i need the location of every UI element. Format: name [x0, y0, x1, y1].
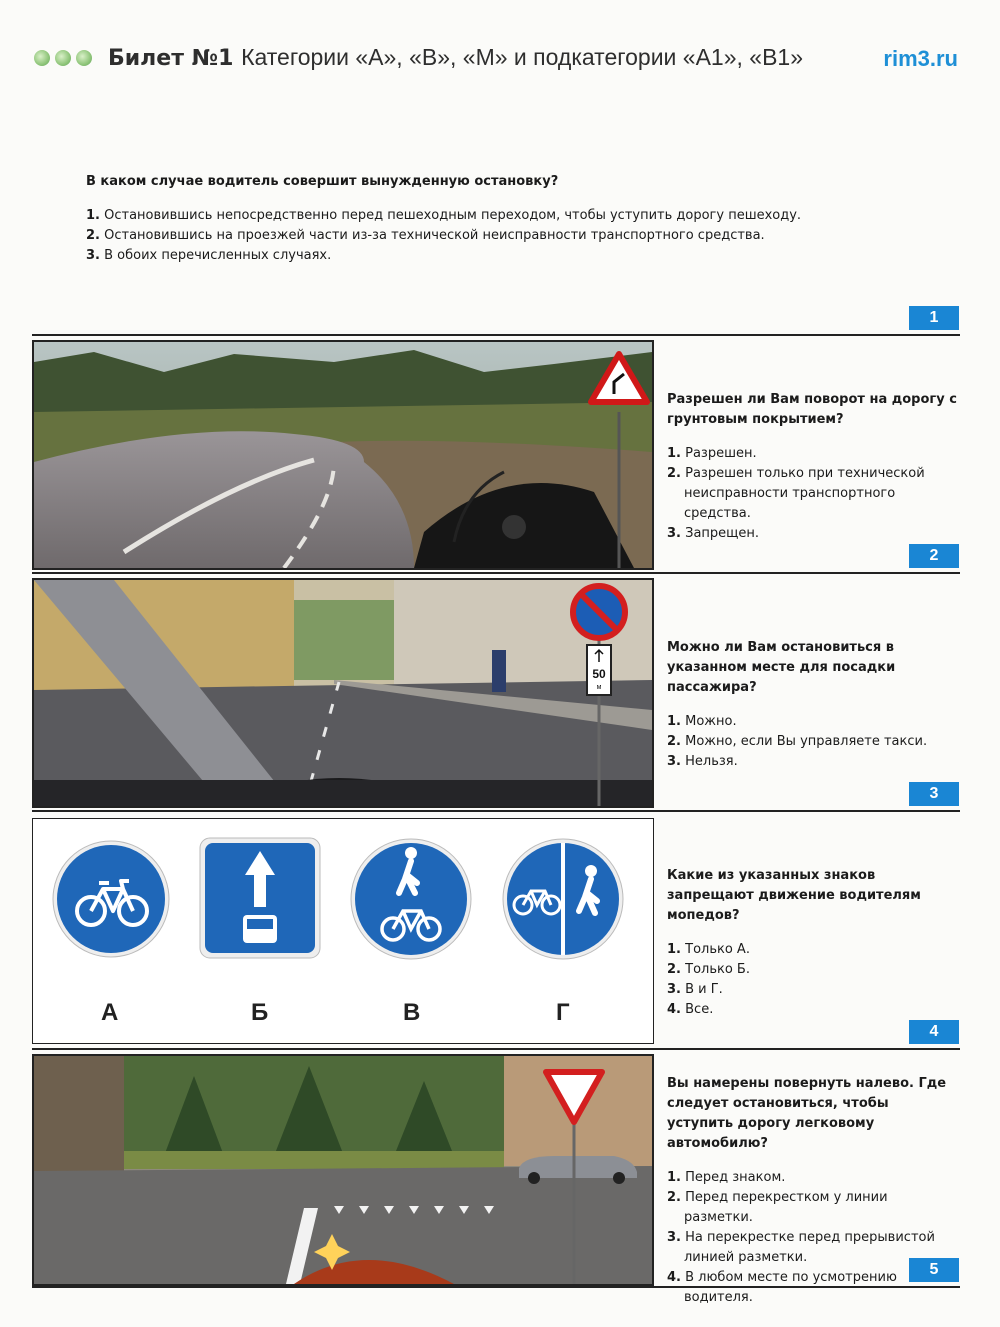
question-text: Можно ли Вам остановиться в указанном месте для посадки пассажира? [667, 640, 896, 695]
answer-option[interactable]: 2. Только Б. [667, 962, 750, 977]
divider [32, 334, 960, 336]
decor-dot [55, 50, 71, 66]
divider [32, 572, 960, 574]
road-photo-3 [32, 578, 654, 808]
answer-option[interactable]: 4. Все. [667, 1002, 714, 1017]
pedestrian-bicycle-sign-icon [349, 837, 473, 961]
answer-list [667, 712, 962, 772]
street-scene-illustration [34, 580, 652, 806]
answer-option[interactable]: 1. Можно. [667, 714, 737, 729]
question-number-badge: 1 [909, 306, 959, 330]
question-3 [667, 638, 962, 772]
sign-letter-g: Г [556, 999, 570, 1026]
ticket-title: Билет №1 [108, 46, 234, 71]
sign-letter-b: Б [251, 999, 269, 1026]
question-text: Вы намерены повернуть налево. Где следует остановиться, чтобы уступить дорогу легковому автомобилю? [667, 1076, 947, 1151]
sign-distance-value: 50 [592, 667, 606, 681]
question-number-badge: 5 [909, 1258, 959, 1282]
bus-lane-sign-icon [199, 837, 321, 959]
answer-option[interactable]: 1. Перед знаком. [667, 1170, 786, 1185]
answer-option[interactable]: 3. На перекрестке перед прерывистой линией разметки. [667, 1230, 935, 1265]
answer-option[interactable]: 3. Запрещен. [667, 526, 760, 541]
header-dots [34, 50, 92, 66]
answer-option[interactable]: 1. Только А. [667, 942, 750, 957]
road-photo-5 [32, 1054, 654, 1286]
answer-option[interactable]: 2. Можно, если Вы управляете такси. [667, 734, 928, 749]
answer-option[interactable]: 1. Остановившись непосредственно перед пешеходным переходом, чтобы уступить дорогу пешеходу. [86, 208, 802, 223]
road-photo-2 [32, 340, 654, 570]
answer-list [86, 206, 946, 266]
sign-letter-v: В [403, 999, 421, 1026]
answer-option[interactable]: 2. Остановившись на проезжей части из-за технической неисправности транспортного средства. [86, 228, 765, 243]
page-title [108, 44, 803, 71]
separated-path-sign-icon [501, 837, 625, 961]
divider [32, 810, 960, 812]
sign-distance-unit: м [596, 684, 602, 691]
question-number-badge: 3 [909, 782, 959, 806]
question-text: Какие из указанных знаков запрещают движение водителям мопедов? [667, 868, 921, 923]
decor-dot [76, 50, 92, 66]
question-1 [86, 172, 946, 266]
answer-option[interactable]: 4. В любом месте по усмотрению водителя. [667, 1270, 897, 1305]
sign-letter-a: А [101, 999, 119, 1026]
answer-option[interactable]: 1. Разрешен. [667, 446, 757, 461]
question-number-badge: 2 [909, 544, 959, 568]
question-number-badge: 4 [909, 1020, 959, 1044]
answer-option[interactable]: 2. Разрешен только при технической неисправности транспортного средства. [667, 466, 925, 521]
brand-link[interactable]: rim3.ru [883, 46, 958, 71]
divider [32, 1286, 960, 1288]
answer-list [667, 940, 957, 1020]
decor-dot [34, 50, 50, 66]
signs-panel [32, 818, 654, 1044]
ticket-categories: Категории «А», «В», «М» и подкатегории «А1», «В1» [241, 44, 804, 70]
question-text: В каком случае водитель совершит вынужденную остановку? [86, 174, 559, 189]
question-text: Разрешен ли Вам поворот на дорогу с грунтовым покрытием? [667, 392, 957, 427]
answer-option[interactable]: 3. Нельзя. [667, 754, 738, 769]
answer-option[interactable]: 2. Перед перекрестком у линии разметки. [667, 1190, 888, 1225]
answer-option[interactable]: 3. В и Г. [667, 982, 723, 997]
divider [32, 1048, 960, 1050]
question-4 [667, 866, 957, 1020]
road-scene-illustration [34, 342, 652, 568]
bicycle-sign-icon [51, 839, 171, 959]
intersection-scene-illustration [34, 1056, 652, 1284]
question-2 [667, 390, 957, 544]
answer-list [667, 444, 957, 544]
answer-option[interactable]: 3. В обоих перечисленных случаях. [86, 248, 332, 263]
